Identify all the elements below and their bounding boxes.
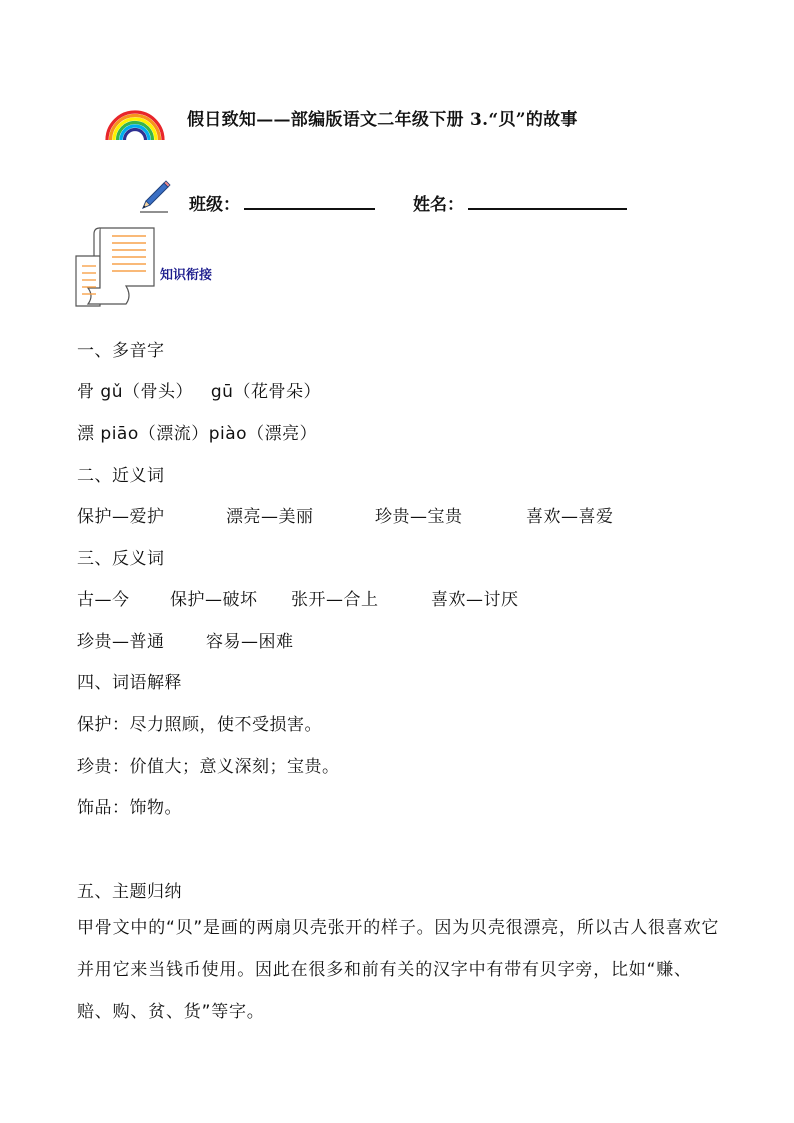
scroll-icon bbox=[74, 226, 158, 308]
heading-explanations: 四、词语解释 bbox=[77, 673, 182, 693]
heading-polyphonic: 一、多音字 bbox=[77, 341, 165, 361]
explanation-item: 珍贵：价值大；意义深刻；宝贵。 bbox=[77, 757, 340, 777]
antonym-item: 古—今 bbox=[77, 590, 130, 610]
polyphonic-line-1 bbox=[77, 377, 321, 402]
class-field[interactable] bbox=[244, 208, 375, 210]
explanation-item: 饰品：饰物。 bbox=[77, 798, 182, 818]
synonym-item: 珍贵—宝贵 bbox=[375, 507, 463, 527]
antonym-item: 珍贵—普通 bbox=[77, 632, 165, 652]
pencil-icon bbox=[137, 179, 171, 215]
name-field[interactable] bbox=[468, 208, 627, 210]
page-title: 假日致知——部编版语文二年级下册 3.“贝”的故事 bbox=[187, 110, 578, 130]
antonym-item: 喜欢—讨厌 bbox=[431, 590, 519, 610]
polyphonic-item: 骨 gǔ（骨头） bbox=[77, 382, 193, 402]
explanation-item: 保护：尽力照顾，使不受损害。 bbox=[77, 715, 322, 735]
synonym-item: 保护—爱护 bbox=[77, 507, 165, 527]
class-label: 班级： bbox=[189, 195, 240, 215]
antonym-item: 容易—困难 bbox=[206, 632, 294, 652]
antonym-item: 保护—破坏 bbox=[170, 590, 258, 610]
antonym-item: 张开—合上 bbox=[291, 590, 379, 610]
polyphonic-line-2: 漂 piāo（漂流）piào（漂亮） bbox=[77, 424, 318, 444]
heading-theme: 五、主题归纳 bbox=[77, 882, 182, 902]
theme-paragraph: 甲骨文中的“贝”是画的两扇贝壳张开的样子。因为贝壳很漂亮，所以古人很喜欢它并用它来当钱币使用。因此在很多和前有关的汉字中有带有贝字旁，比如“赚、赔、购、贫、货”等字。 bbox=[77, 918, 720, 1022]
synonym-item: 喜欢—喜爱 bbox=[526, 507, 614, 527]
heading-synonyms: 二、近义词 bbox=[77, 466, 165, 486]
synonym-item: 漂亮—美丽 bbox=[226, 507, 314, 527]
rainbow-icon bbox=[104, 106, 166, 142]
polyphonic-item: gū（花骨朵） bbox=[210, 382, 321, 402]
knowledge-label: 知识衔接 bbox=[160, 268, 213, 283]
heading-antonyms: 三、反义词 bbox=[77, 549, 165, 569]
name-label: 姓名： bbox=[413, 195, 464, 215]
